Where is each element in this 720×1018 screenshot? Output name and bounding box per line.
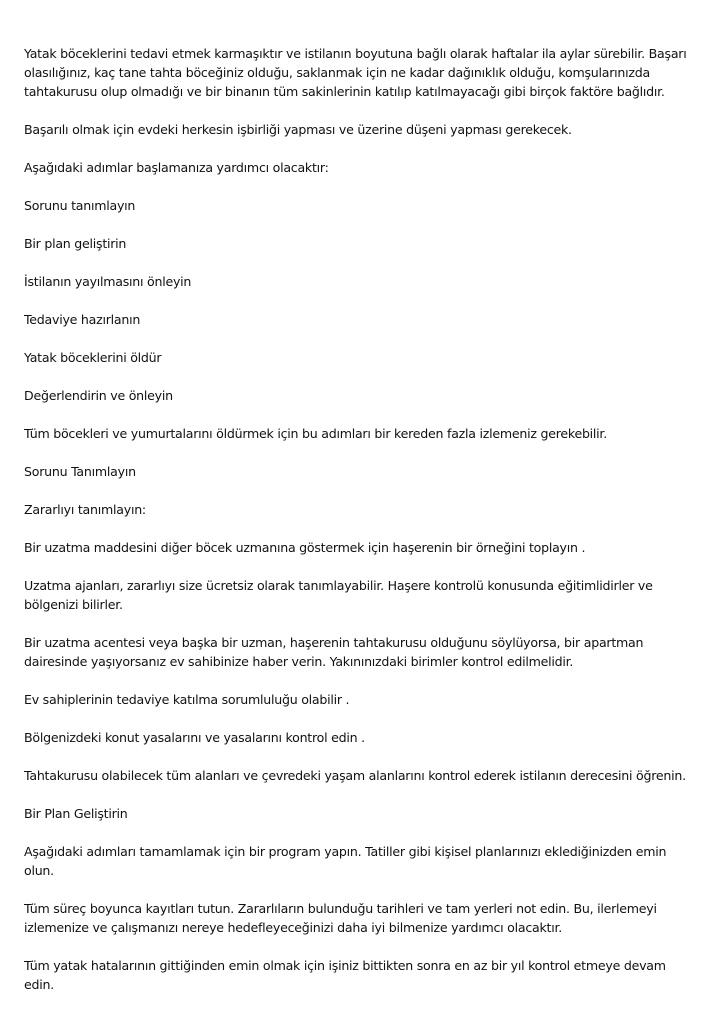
paragraph-extension-agents: Uzatma ajanları, zararlıyı size ücretsiz olarak tanımlayabilir. Haşere kontrolü konusunda eğitimlidirler ve bölgenizi bilirler. bbox=[24, 578, 653, 612]
paragraph-identify-pest: Zararlıyı tanımlayın: bbox=[24, 502, 146, 517]
section-heading-identify: Sorunu Tanımlayın bbox=[24, 464, 136, 479]
paragraph-collect-sample: Bir uzatma maddesini diğer böcek uzmanına göstermek için haşerenin bir örneğini toplayın . bbox=[24, 540, 586, 555]
paragraph-steps-intro: Aşağıdaki adımlar başlamanıza yardımcı olacaktır: bbox=[24, 160, 329, 175]
paragraph-keep-records: Tüm süreç boyunca kayıtları tutun. Zararlıların bulunduğu tarihleri ve tam yerleri not edin. Bu, ilerlemeyi izlemenize ve çalışmanızı nereye hedefleyeceğinizi daha iyi bilmenize yardımcı olacaktır. bbox=[24, 901, 657, 935]
paragraph-repeat-note: Tüm böcekleri ve yumurtalarını öldürmek için bu adımları bir kereden fazla izlemeniz gerekebilir. bbox=[24, 426, 607, 441]
paragraph-make-schedule: Aşağıdaki adımları tamamlamak için bir program yapın. Tatiller gibi kişisel planlarınızı eklediğinizden emin olun. bbox=[24, 844, 667, 878]
paragraph-check-laws: Bölgenizdeki konut yasalarını ve yasalarını kontrol edin . bbox=[24, 730, 365, 745]
paragraph-notify-landlord: Bir uzatma acentesi veya başka bir uzman, haşerenin tahtakurusu olduğunu söylüyorsa, bir apartman dairesinde yaşıyorsanız ev sahibinize haber verin. Yakınınızdaki birimler kontrol edilmelidir. bbox=[24, 635, 644, 669]
step-prevent-spread: İstilanın yayılmasını önleyin bbox=[24, 274, 192, 289]
step-identify: Sorunu tanımlayın bbox=[24, 198, 136, 213]
section-heading-plan: Bir Plan Geliştirin bbox=[24, 806, 128, 821]
paragraph-keep-checking: Tüm yatak hatalarının gittiğinden emin olmak için işiniz bittikten sonra en az bir yıl kontrol etmeye devam edin. bbox=[24, 958, 666, 992]
paragraph-check-areas: Tahtakurusu olabilecek tüm alanları ve çevredeki yaşam alanlarını kontrol ederek istilanın derecesini öğrenin. bbox=[24, 768, 686, 783]
step-kill: Yatak böceklerini öldür bbox=[24, 350, 162, 365]
paragraph-cooperation: Başarılı olmak için evdeki herkesin işbirliği yapması ve üzerine düşeni yapması gerekecek. bbox=[24, 122, 572, 137]
paragraph-landlord-responsibility: Ev sahiplerinin tedaviye katılma sorumluluğu olabilir . bbox=[24, 692, 350, 707]
step-plan: Bir plan geliştirin bbox=[24, 236, 127, 251]
step-prepare: Tedaviye hazırlanın bbox=[24, 312, 141, 327]
step-evaluate: Değerlendirin ve önleyin bbox=[24, 388, 173, 403]
paragraph-intro: Yatak böceklerini tedavi etmek karmaşıktır ve istilanın boyutuna bağlı olarak haftalar ila aylar sürebilir. Başarı olasılığınız, kaç tane tahta böceğiniz olduğu, saklanmak için ne kadar dağınıklık olduğu, komşularınızda tahtakurusu olup olmadığı ve bir binanın tüm sakinlerinin katılıp katılmayacağı gibi birçok faktöre bağlıdır. bbox=[24, 46, 687, 99]
